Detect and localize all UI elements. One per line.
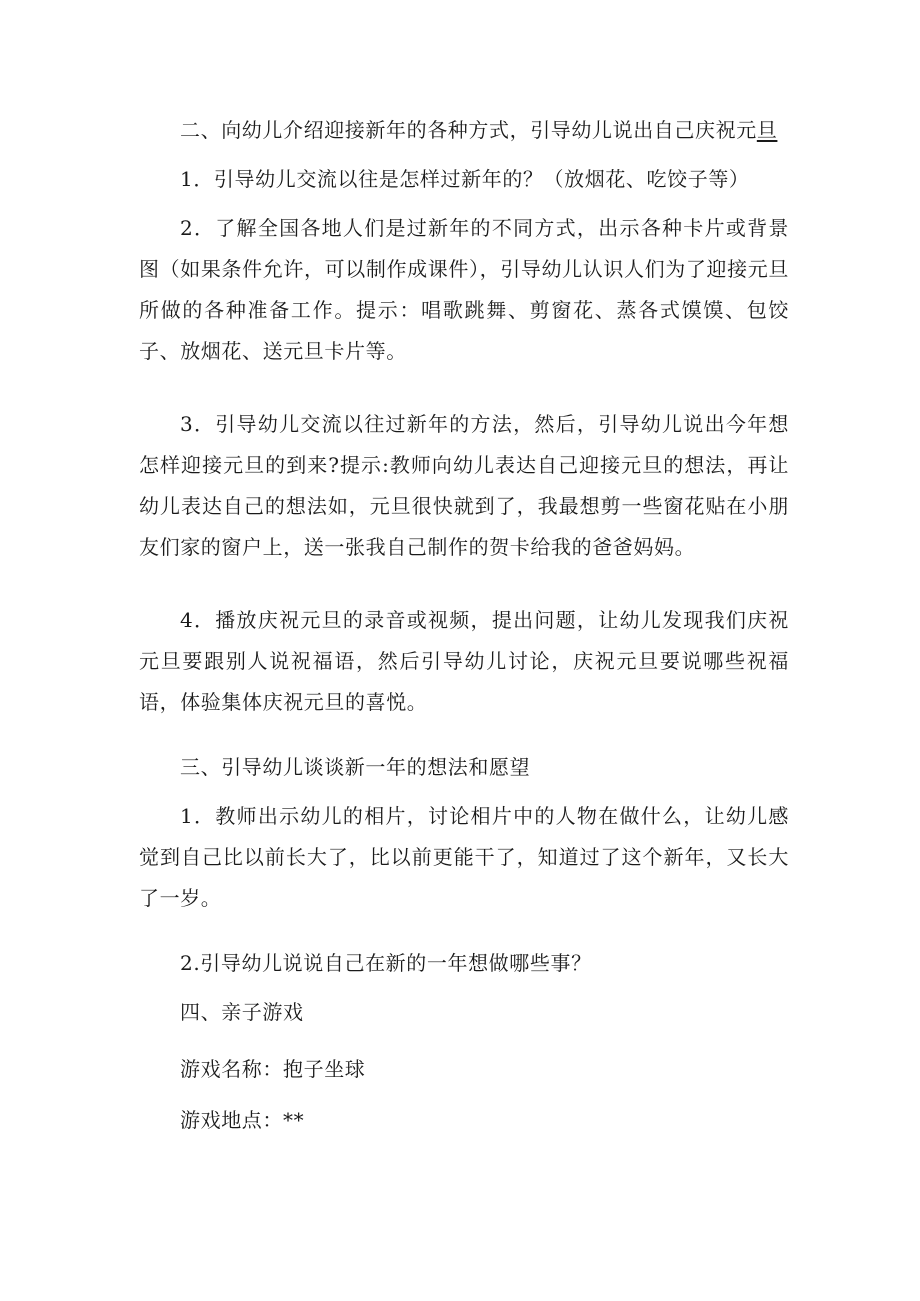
paragraph-2-4 — [139, 600, 789, 723]
game-name-line — [139, 1049, 789, 1090]
paragraph-text: 3．引导幼儿交流以往过新年的方法，然后，引导幼儿说出今年想怎样迎接元旦的到来?提示:教师向幼儿表达自己迎接元旦的想法，再让幼儿表达自己的想法如，元旦很快就到了，我最想剪一些窗花贴在小朋友们家的窗户上，送一张我自己制作的贺卡给我的爸爸妈妈。 — [139, 412, 789, 559]
heading-text-main: 二、向幼儿介绍迎接新年的各种方式，引导幼儿说出自己庆祝元 — [180, 118, 757, 142]
paragraph-text: 1．引导幼儿交流以往是怎样过新年的？（放烟花、吃饺子等） — [180, 167, 750, 191]
paragraph-text: 游戏名称：抱子坐球 — [180, 1057, 366, 1081]
section-four-heading — [139, 992, 789, 1033]
heading-text: 四、亲子游戏 — [180, 1000, 304, 1024]
section-three-heading — [139, 747, 789, 788]
paragraph-3-2 — [139, 943, 789, 984]
paragraph-text: 1．教师出示幼儿的相片，讨论相片中的人物在做什么，让幼儿感觉到自己比以前长大了，比以前更能干了，知道过了这个新年，又长大了一岁。 — [139, 804, 789, 910]
paragraph-2-1 — [139, 159, 789, 200]
paragraph-3-1 — [139, 796, 789, 919]
section-two-heading — [139, 110, 789, 151]
heading-text-underlined: 旦 — [756, 118, 778, 142]
game-place-line — [139, 1100, 789, 1141]
heading-text: 三、引导幼儿谈谈新一年的想法和愿望 — [180, 755, 531, 779]
paragraph-text: 4．播放庆祝元旦的录音或视频，提出问题，让幼儿发现我们庆祝元旦要跟别人说祝福语，然后引导幼儿讨论，庆祝元旦要说哪些祝福语，体验集体庆祝元旦的喜悦。 — [139, 608, 789, 714]
paragraph-2-3 — [139, 404, 789, 568]
paragraph-text: 2．了解全国各地人们是过新年的不同方式，出示各种卡片或背景图（如果条件允许，可以制作成课件），引导幼儿认识人们为了迎接元旦所做的各种准备工作。提示：唱歌跳舞、剪窗花、蒸各式馍馍、包饺子、放烟花、送元旦卡片等。 — [139, 216, 789, 363]
paragraph-text: 游戏地点：** — [180, 1108, 305, 1132]
heading-text — [139, 110, 789, 151]
paragraph-text: 2.引导幼儿说说自己在新的一年想做哪些事？ — [180, 951, 592, 975]
paragraph-2-2 — [139, 208, 789, 372]
